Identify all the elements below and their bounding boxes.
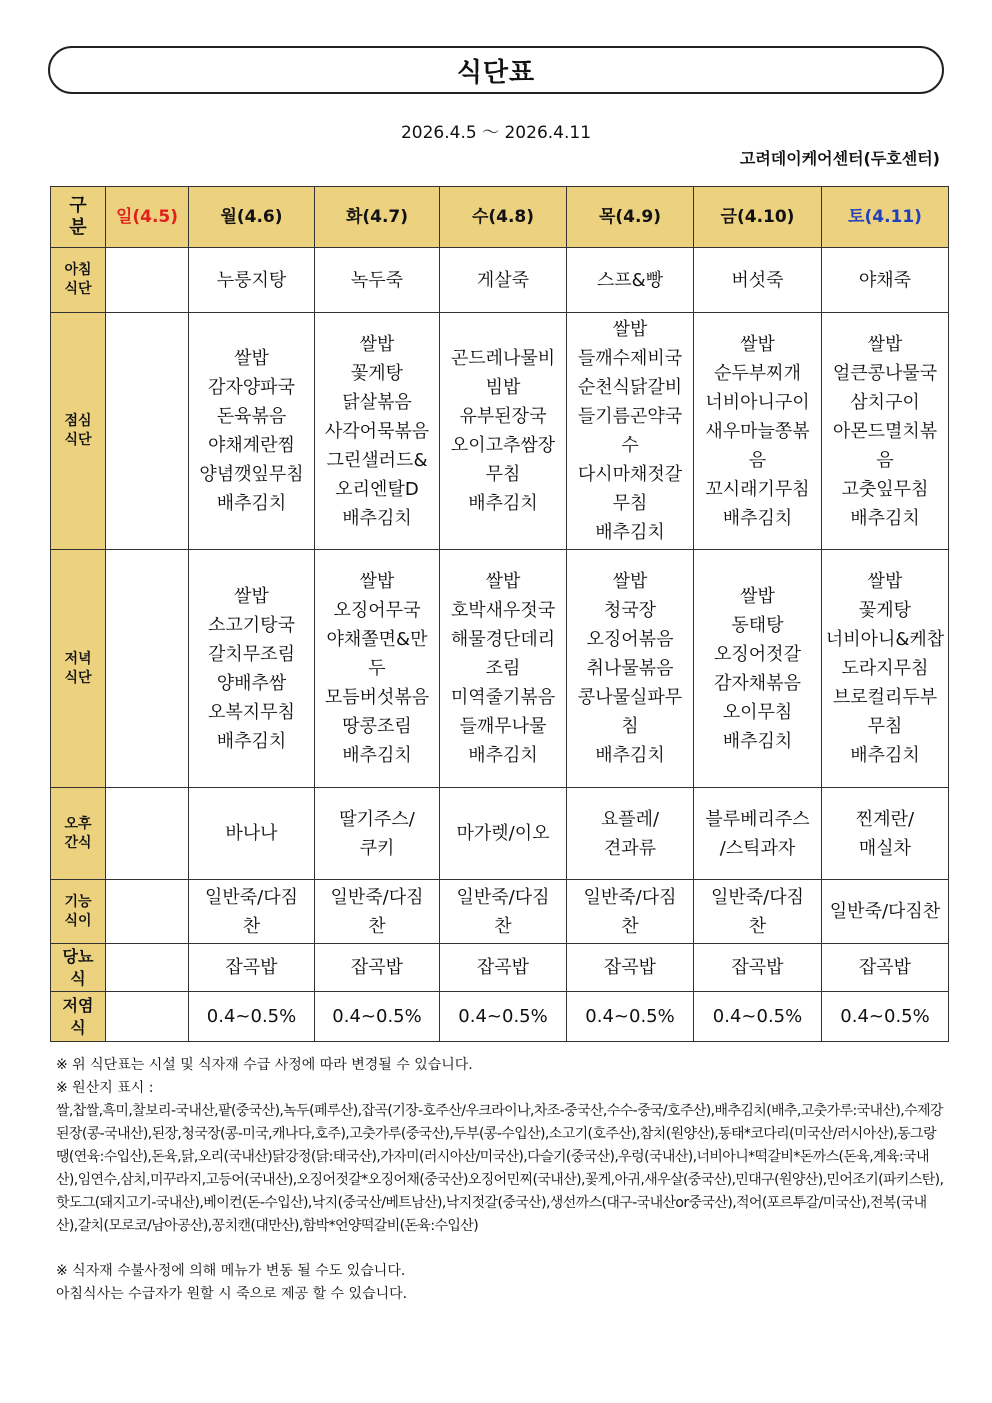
menu-cell (315, 550, 440, 788)
menu-cell: 게살죽 (440, 248, 567, 313)
menu-item: 쌀밥 (485, 571, 521, 592)
menu-cell (822, 313, 949, 550)
menu-item: 너비아니구이 (705, 391, 810, 413)
menu-item: 얼큰콩나물국 (832, 362, 938, 384)
menu-item: 오징어젓갈 (714, 643, 801, 665)
menu-cell (822, 788, 949, 880)
low-salt-row (51, 992, 949, 1042)
menu-cell (694, 313, 822, 550)
menu-item: 수 (621, 435, 639, 456)
menu-item: 매실차 (858, 837, 912, 859)
menu-item: 갈치무조림 (208, 643, 295, 665)
menu-cell (440, 788, 567, 880)
menu-cell (106, 880, 189, 944)
menu-item: 오이고추쌈장 (450, 435, 556, 456)
menu-cell (106, 788, 189, 880)
menu-item: 쿠키 (359, 837, 395, 859)
menu-item: 무침 (867, 716, 903, 737)
day-header: 금(4.10) (694, 187, 822, 248)
menu-cell: 0.4~0.5% (315, 992, 440, 1042)
menu-item: 음 (748, 449, 767, 471)
menu-item: 쌀밥 (612, 319, 648, 340)
menu-item: 사각어묵볶음 (324, 420, 430, 442)
header-row (51, 187, 949, 248)
menu-cell: 스프&빵 (567, 248, 694, 313)
supply-notice: ※ 식자재 수불사정에 의해 메뉴가 변동 될 수도 있습니다. (56, 1263, 406, 1279)
menu-item: 쌀밥 (867, 571, 903, 592)
origin-text: 쌀,찹쌀,흑미,찰보리-국내산,팥(중국산),녹두(페루산),잡곡(기장-호주산/우크라이나,차조-중국산,수수-중국/호주산),배추김치(배추,고춧가루:국내산),수제강된장(콩-국내산),된장,청국장(콩-미국,캐나다,호주),고춧가루(중국산),두부(콩-수입산),소고기(호주산),참치(원양산),동태*코다리(미국산/러시아산),동그랑땡(연육:수입산),돈육,닭,오리(국내산)닭강정(닭:태국산),가자미(러시아산/미국산),다슬기(중국산),우렁(국내산),너비아니*떡갈비*돈까스(돈육,계육:국내산),임연수,삼치,미꾸라지,고등어(국내산),오징어젓갈*오징어채(중국산)오징어민찌(국내산),꽃게,아귀,새우살(중국산),민대구(원양산),민어조기(파키스탄),핫도그(돼지고기-국내산),베이컨(돈-수입산),낙지(중국산/베트남산),낙지젓갈(중국산),생선까스(대구-국내산or중국산),적어(포르투갈/미국산),전복(국내산),갈치(모로코/남아공산),꽁치캔(대만산),함박*언양떡갈비(돈육:수입산) (56, 1103, 944, 1234)
menu-item: 요플레/ (600, 808, 660, 830)
menu-item: 삼치구이 (850, 391, 920, 413)
menu-item: 일반죽/다짐찬 (829, 901, 941, 922)
menu-item: 곤드레나물비 (450, 348, 556, 369)
menu-cell (567, 788, 694, 880)
menu-item: 배추김치 (722, 507, 793, 529)
menu-item: 조림 (485, 658, 521, 679)
menu-item: 일반죽/다짐 (330, 886, 424, 908)
menu-item: 돈육볶음 (216, 406, 287, 427)
menu-cell: 잡곡밥 (822, 944, 949, 992)
menu-item: 모듬버섯볶음 (324, 687, 430, 708)
functional-row (51, 880, 949, 944)
menu-item: 일반죽/다짐 (204, 886, 298, 908)
menu-cell: 버섯죽 (694, 248, 822, 313)
menu-item: 블루베리주스 (705, 808, 810, 830)
menu-item: /스틱과자 (719, 837, 796, 859)
menu-item: 닭살볶음 (342, 391, 412, 413)
day-header: 목(4.9) (567, 187, 694, 248)
menu-item: 유부된장국 (459, 406, 547, 427)
menu-item: 쌀밥 (867, 333, 903, 355)
date-range: 2026.4.5 ～ 2026.4.11 (400, 123, 592, 143)
menu-cell: 잡곡밥 (440, 944, 567, 992)
menu-item: 배추김치 (342, 745, 412, 766)
menu-item: 음 (876, 449, 894, 471)
row-label: 점심 식단 (51, 313, 106, 550)
menu-item: 쌀밥 (740, 585, 775, 607)
menu-cell (106, 550, 189, 788)
menu-item: 오징어볶음 (586, 629, 674, 650)
menu-item: 찬 (242, 915, 261, 937)
menu-item: 소고기탕국 (208, 614, 295, 636)
menu-cell (106, 313, 189, 550)
menu-cell (567, 313, 694, 550)
menu-item: 도라지무침 (841, 658, 929, 679)
menu-item: 오징어무국 (333, 600, 421, 621)
title-box (48, 46, 944, 94)
menu-item: 양배추쌈 (216, 672, 287, 694)
menu-item: 순두부찌개 (714, 362, 801, 384)
menu-item: 배추김치 (850, 507, 920, 529)
menu-item: 오복지무침 (208, 701, 295, 723)
menu-item: 고춧잎무침 (841, 478, 929, 500)
breakfast-notice: 아침식사는 수급자가 원할 시 죽으로 제공 할 수 있습니다. (56, 1286, 408, 1302)
menu-item: 야채계란찜 (208, 435, 295, 456)
row-label: 저녁 식단 (51, 550, 106, 788)
menu-cell (440, 550, 567, 788)
menu-cell: 0.4~0.5% (567, 992, 694, 1042)
day-header: 월(4.6) (189, 187, 315, 248)
menu-item: 그린샐러드& (326, 449, 428, 471)
menu-item: 배추김치 (468, 493, 538, 514)
menu-item: 오이무침 (722, 701, 793, 723)
menu-item: 배추김치 (216, 730, 287, 752)
menu-item: 땅콩조림 (342, 716, 412, 737)
menu-item: 야채쫄면&만 (326, 629, 428, 650)
origin-title: ※ 원산지 표시 : (56, 1080, 154, 1096)
menu-item: 찐계란/ (855, 808, 915, 830)
menu-item: 쌀밥 (612, 571, 648, 592)
menu-item: 배추김치 (850, 745, 920, 766)
menu-cell (189, 313, 315, 550)
menu-item: 찬 (748, 915, 767, 937)
lunch-row (51, 313, 949, 550)
day-header: 토(4.11) (822, 187, 949, 248)
menu-cell: 잡곡밥 (567, 944, 694, 992)
menu-item: 배추김치 (216, 493, 287, 514)
menu-item: 감자양파국 (208, 377, 295, 398)
menu-item: 빔밥 (485, 377, 521, 398)
menu-cell: 잡곡밥 (315, 944, 440, 992)
menu-item: 마가렛/이오 (456, 823, 550, 844)
menu-cell (440, 880, 567, 944)
menu-cell: 잡곡밥 (189, 944, 315, 992)
menu-cell: 누룽지탕 (189, 248, 315, 313)
breakfast-row (51, 248, 949, 313)
menu-cell (315, 788, 440, 880)
menu-cell: 0.4~0.5% (189, 992, 315, 1042)
menu-item: 해물경단데리 (450, 629, 556, 650)
menu-item: 쌀밥 (359, 571, 395, 592)
menu-item: 꽃게탕 (858, 600, 912, 621)
menu-cell (106, 992, 189, 1042)
row-label: 기능 식이 (51, 880, 106, 944)
menu-item: 들깨무나물 (459, 716, 547, 737)
menu-item: 너비아니&케찹 (825, 629, 945, 650)
menu-item: 양념깻잎무침 (199, 464, 304, 485)
menu-cell (694, 788, 822, 880)
center-name: 고려데이케어센터(두호센터) (739, 149, 940, 168)
menu-item: 일반죽/다짐 (583, 886, 677, 908)
diabetic-row (51, 944, 949, 992)
menu-cell: 0.4~0.5% (822, 992, 949, 1042)
menu-item: 쌀밥 (234, 348, 269, 369)
menu-table (50, 186, 949, 1042)
day-header: 일(4.5) (106, 187, 189, 248)
menu-cell: 야채죽 (822, 248, 949, 313)
menu-cell (822, 880, 949, 944)
row-label: 오후 간식 (51, 788, 106, 880)
day-header: 화(4.7) (315, 187, 440, 248)
row-label: 아침 식단 (51, 248, 106, 313)
menu-item: 쌀밥 (359, 333, 395, 355)
menu-cell (822, 550, 949, 788)
dinner-row (51, 550, 949, 788)
menu-item: 배추김치 (595, 522, 665, 543)
menu-item: 브로컬리두부 (832, 687, 938, 708)
snack-row (51, 788, 949, 880)
menu-item: 오리엔탈D (335, 478, 419, 500)
menu-item: 들기름곤약국 (577, 406, 683, 427)
menu-item: 두 (368, 658, 386, 679)
menu-item: 찬 (494, 915, 512, 937)
menu-item: 콩나물실파무 (577, 687, 683, 708)
menu-item: 쌀밥 (234, 585, 269, 607)
menu-cell (694, 550, 822, 788)
menu-item: 호박새우젓국 (450, 600, 556, 621)
menu-item: 순천식닭갈비 (577, 377, 683, 398)
menu-cell (315, 880, 440, 944)
menu-cell (106, 944, 189, 992)
menu-cell (189, 880, 315, 944)
menu-cell (106, 248, 189, 313)
menu-cell (315, 313, 440, 550)
menu-cell: 0.4~0.5% (440, 992, 567, 1042)
menu-cell (189, 788, 315, 880)
page-title: 식단표 (456, 57, 536, 88)
menu-item: 바나나 (225, 823, 278, 844)
menu-cell (694, 880, 822, 944)
menu-item: 무침 (485, 464, 521, 485)
day-header: 수(4.8) (440, 187, 567, 248)
menu-item: 새우마늘쫑볶 (705, 420, 810, 442)
menu-item: 찬 (368, 915, 386, 937)
menu-item: 들깨수제비국 (577, 348, 683, 369)
menu-cell (567, 550, 694, 788)
menu-item: 배추김치 (722, 730, 793, 752)
menu-item: 아몬드멸치볶 (832, 420, 938, 442)
menu-item: 배추김치 (468, 745, 538, 766)
menu-item: 견과류 (603, 837, 657, 859)
menu-item: 미역줄기볶음 (450, 687, 556, 708)
menu-item: 동태탕 (731, 614, 784, 636)
menu-cell: 0.4~0.5% (694, 992, 822, 1042)
menu-item: 배추김치 (342, 507, 412, 529)
menu-item: 꼬시래기무침 (705, 478, 810, 500)
menu-cell: 녹두죽 (315, 248, 440, 313)
change-notice: ※ 위 식단표는 시설 및 식자재 수급 사정에 따라 변경될 수 있습니다. (56, 1057, 473, 1073)
menu-item: 찬 (621, 915, 639, 937)
menu-item: 딸기주스/ (339, 808, 415, 830)
menu-item: 일반죽/다짐 (710, 886, 804, 908)
menu-item: 취나물볶음 (586, 658, 674, 679)
row-label: 당뇨 식 (51, 944, 106, 992)
menu-item: 청국장 (603, 600, 657, 621)
menu-item: 무침 (612, 493, 648, 514)
menu-item: 다시마채젓갈 (577, 464, 683, 485)
row-label: 저염 식 (51, 992, 106, 1042)
menu-cell: 잡곡밥 (694, 944, 822, 992)
menu-cell (567, 880, 694, 944)
menu-cell (189, 550, 315, 788)
menu-item: 감자채볶음 (714, 672, 801, 694)
menu-item: 꽃게탕 (350, 362, 404, 384)
menu-item: 침 (621, 716, 639, 737)
menu-cell (440, 313, 567, 550)
menu-item: 쌀밥 (740, 333, 775, 355)
notes (56, 1054, 946, 1306)
category-header: 구 분 (51, 187, 106, 248)
menu-item: 일반죽/다짐 (456, 886, 550, 908)
menu-item: 배추김치 (595, 745, 665, 766)
